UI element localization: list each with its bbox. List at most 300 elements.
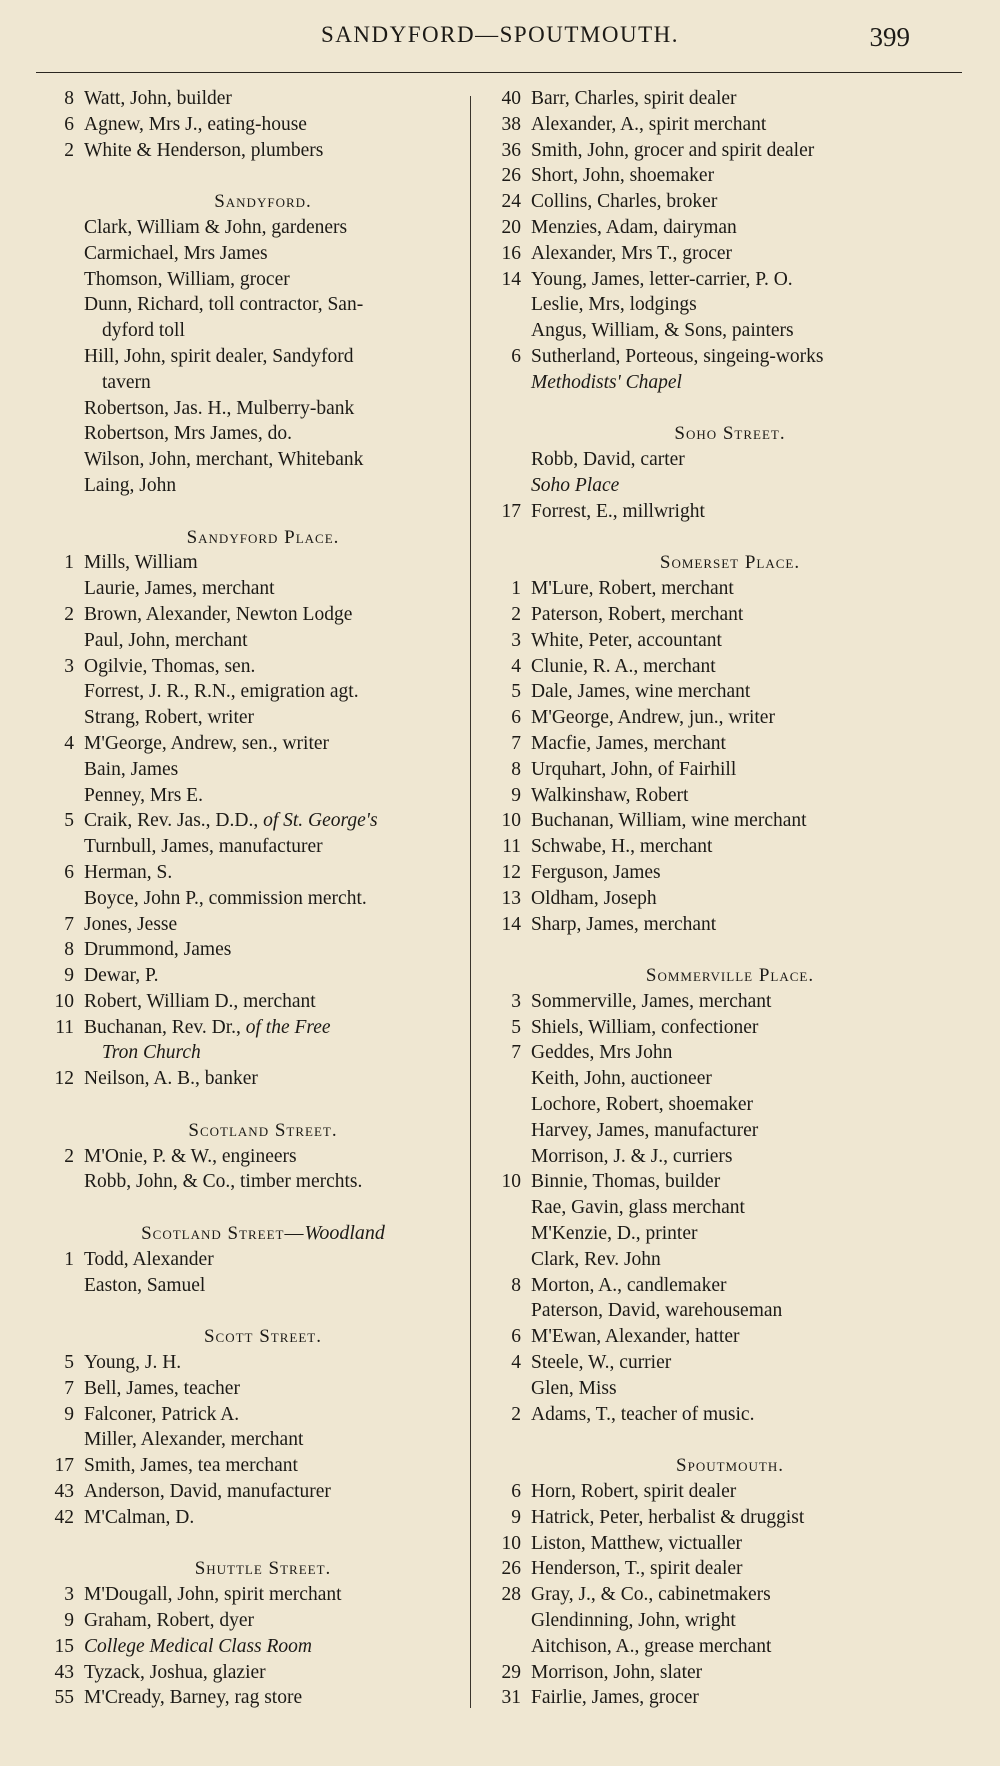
house-number: 1 (64, 1248, 74, 1270)
entry-text (84, 447, 363, 473)
entry-plain-text: Liston, Matthew, victualler (531, 1532, 743, 1554)
entry-text (84, 1273, 205, 1299)
directory-entry (36, 1660, 466, 1686)
house-number: 17 (501, 500, 521, 522)
entry-italic-text: Methodists' Chapel (531, 371, 682, 393)
entry-plain-text: Young, James, letter-carrier, P. O. (531, 268, 793, 290)
house-number: 8 (511, 1274, 521, 1296)
entry-text (84, 138, 323, 164)
entry-plain-text: Turnbull, James, manufacturer (84, 836, 323, 858)
entry-plain-text: Buchanan, William, wine merchant (531, 810, 807, 832)
directory-entry (483, 1376, 953, 1402)
house-number: 42 (54, 1506, 74, 1528)
directory-entry (36, 1273, 466, 1299)
entry-plain-text: Fairlie, James, grocer (531, 1687, 699, 1709)
house-number: 3 (511, 629, 521, 651)
directory-entry (483, 215, 953, 241)
entry-text (531, 1247, 661, 1273)
directory-entry (483, 808, 953, 834)
directory-entry (36, 138, 466, 164)
entry-plain-text: Robert, William D., merchant (84, 990, 316, 1012)
house-number: 20 (501, 216, 521, 238)
entry-text (531, 808, 807, 834)
house-number: 1 (511, 578, 521, 600)
entry-plain-text: Urquhart, John, of Fairhill (531, 758, 737, 780)
directory-entry (36, 628, 466, 654)
directory-entry (36, 1350, 466, 1376)
street-heading-text: Shuttle Street. (194, 1558, 332, 1580)
entry-text (84, 1066, 258, 1092)
directory-entry (483, 1040, 953, 1066)
entry-text (531, 1582, 771, 1608)
street-heading (483, 1453, 953, 1479)
house-number: 5 (511, 1016, 521, 1038)
directory-entry (483, 1221, 953, 1247)
house-number: 2 (511, 603, 521, 625)
directory-entry (483, 318, 953, 344)
house-number: 2 (64, 603, 74, 625)
entry-text (84, 808, 378, 834)
section-spacer (36, 163, 466, 189)
house-number: 43 (54, 1481, 74, 1503)
entry-text (531, 1376, 617, 1402)
entry-plain-text: Todd, Alexander (84, 1248, 214, 1270)
directory-entry (36, 1144, 466, 1170)
column-divider (470, 96, 471, 1708)
entry-plain-text: Hill, John, spirit dealer, Sandyford (84, 345, 354, 367)
entry-text (531, 1531, 742, 1557)
house-number: 10 (501, 1171, 521, 1193)
directory-entry (36, 447, 466, 473)
entry-text (531, 757, 736, 783)
entry-plain-text: Thomson, William, grocer (84, 268, 290, 290)
entry-text (531, 112, 766, 138)
house-number: 6 (64, 113, 74, 135)
directory-entry (483, 499, 953, 525)
entry-text (531, 602, 743, 628)
entry-text (84, 654, 255, 680)
section-spacer (36, 1195, 466, 1221)
house-number: 9 (64, 1610, 74, 1632)
entry-plain-text: Harvey, James, manufacturer (531, 1119, 759, 1141)
entry-text (531, 783, 688, 809)
entry-plain-text: Paterson, Robert, merchant (531, 603, 744, 625)
entry-plain-text: Schwabe, H., merchant (531, 836, 713, 858)
house-number: 8 (64, 88, 74, 109)
house-number: 12 (501, 861, 521, 883)
section-spacer (483, 1427, 953, 1453)
entry-plain-text: Robertson, Jas. H., Mulberry-bank (84, 397, 355, 419)
directory-entry (36, 860, 466, 886)
directory-entry (36, 757, 466, 783)
directory-entry (483, 1402, 953, 1428)
house-number: 10 (501, 1532, 521, 1554)
directory-entry (36, 679, 466, 705)
house-number: 26 (501, 165, 521, 187)
house-number: 12 (54, 1068, 74, 1090)
entry-plain-text: Menzies, Adam, dairyman (531, 216, 737, 238)
entry-text (102, 318, 185, 344)
street-heading-text: Scotland Street— (141, 1223, 305, 1245)
directory-entry (483, 1324, 953, 1350)
entry-plain-text: dyford toll (102, 320, 185, 342)
entry-plain-text: Sharp, James, merchant (531, 913, 717, 935)
entry-text (531, 654, 716, 680)
street-heading (36, 1118, 466, 1144)
house-number: 4 (511, 1352, 521, 1374)
directory-entry (483, 860, 953, 886)
street-heading-text: Somerset Place. (659, 552, 801, 574)
entry-text (84, 473, 176, 499)
entry-text (531, 1118, 758, 1144)
directory-entry (36, 421, 466, 447)
entry-text (531, 1402, 754, 1428)
entry-text (84, 550, 198, 576)
entry-text (84, 215, 347, 241)
directory-entry (36, 1505, 466, 1531)
directory-entry (36, 912, 466, 938)
entry-italic-text: College Medical Class Room (84, 1635, 313, 1657)
directory-entry (483, 1015, 953, 1041)
house-number: 31 (501, 1687, 521, 1709)
entry-plain-text: Sutherland, Porteous, singeing-works (531, 345, 824, 367)
street-heading (483, 550, 953, 576)
page-header (0, 18, 1000, 58)
entry-text (84, 1015, 331, 1041)
entry-plain-text: Graham, Robert, dyer (84, 1610, 255, 1632)
street-heading-text: Scotland Street. (188, 1119, 338, 1141)
entry-text (84, 1660, 266, 1686)
entry-text (84, 1402, 239, 1428)
entry-text (531, 679, 750, 705)
entry-plain-text: Dale, James, wine merchant (531, 681, 751, 703)
directory-entry (483, 654, 953, 680)
entry-plain-text: Tyzack, Joshua, glazier (84, 1661, 266, 1683)
house-number: 11 (55, 1016, 74, 1038)
entry-plain-text: Lochore, Robert, shoemaker (531, 1094, 754, 1116)
entry-plain-text: Morrison, John, slater (531, 1661, 703, 1683)
directory-entry (36, 654, 466, 680)
house-number: 36 (501, 139, 521, 161)
entry-text (531, 215, 737, 241)
entry-plain-text: Hatrick, Peter, herbalist & druggist (531, 1506, 805, 1528)
directory-entry (36, 1247, 466, 1273)
directory-entry (36, 576, 466, 602)
entry-plain-text: M'Lure, Robert, merchant (531, 578, 734, 600)
entry-italic-text: of St. George's (263, 810, 378, 832)
house-number: 29 (501, 1661, 521, 1683)
entry-plain-text: Penney, Mrs E. (84, 784, 203, 806)
house-number: 40 (501, 88, 521, 109)
directory-entry (36, 318, 466, 344)
directory-entry (36, 1453, 466, 1479)
entry-plain-text: Forrest, E., millwright (531, 500, 705, 522)
directory-entry (36, 705, 466, 731)
entry-plain-text: Boyce, John P., commission mercht. (84, 887, 367, 909)
section-spacer (36, 1298, 466, 1324)
house-number: 6 (64, 861, 74, 883)
entry-text (84, 834, 323, 860)
entry-text (531, 1505, 804, 1531)
house-number: 3 (511, 990, 521, 1012)
entry-plain-text: Henderson, T., spirit dealer (531, 1558, 743, 1580)
entry-text (84, 267, 290, 293)
entry-plain-text: M'Calman, D. (84, 1506, 195, 1528)
directory-entry (483, 1350, 953, 1376)
directory-entry (36, 86, 466, 112)
entry-text (531, 189, 717, 215)
directory-entry (483, 679, 953, 705)
entry-text (84, 1427, 303, 1453)
entry-text (531, 370, 682, 396)
entry-text (531, 1015, 758, 1041)
house-number: 11 (502, 836, 521, 858)
street-heading-text: Scott Street. (203, 1326, 322, 1348)
directory-entry (36, 550, 466, 576)
entry-plain-text: M'George, Andrew, jun., writer (531, 707, 775, 729)
section-spacer (483, 525, 953, 551)
entry-text (531, 1040, 672, 1066)
entry-text (531, 292, 697, 318)
house-number: 6 (511, 707, 521, 729)
house-number: 38 (501, 113, 521, 135)
directory-entry (36, 886, 466, 912)
entry-plain-text: Geddes, Mrs John (531, 1042, 673, 1064)
entry-text (531, 1298, 782, 1324)
entry-text (531, 1556, 743, 1582)
entry-plain-text: Laing, John (84, 474, 177, 496)
directory-entry (483, 705, 953, 731)
house-number: 7 (511, 732, 521, 754)
directory-entry (483, 1247, 953, 1273)
directory-entry (483, 1582, 953, 1608)
directory-entry (36, 1066, 466, 1092)
directory-entry (36, 1040, 466, 1066)
directory-entry (483, 1531, 953, 1557)
house-number: 15 (54, 1635, 74, 1657)
house-number: 1 (64, 552, 74, 574)
street-heading (36, 1221, 466, 1247)
house-number: 4 (511, 655, 521, 677)
entry-plain-text: Robb, John, & Co., timber merchts. (84, 1171, 363, 1193)
entry-plain-text: Forrest, J. R., R.N., emigration agt. (84, 681, 359, 703)
entry-text (531, 886, 657, 912)
entry-plain-text: M'George, Andrew, sen., writer (84, 732, 330, 754)
directory-entry (36, 808, 466, 834)
entry-text (84, 1582, 342, 1608)
entry-plain-text: Shiels, William, confectioner (531, 1016, 759, 1038)
entry-text (531, 1634, 771, 1660)
house-number: 5 (64, 1352, 74, 1374)
directory-entry (483, 1634, 953, 1660)
street-heading (483, 421, 953, 447)
entry-text (84, 1247, 214, 1273)
entry-text (84, 1453, 298, 1479)
directory-entry (36, 602, 466, 628)
directory-entry (36, 963, 466, 989)
entry-plain-text: Neilson, A. B., banker (84, 1068, 258, 1090)
house-number: 9 (511, 784, 521, 806)
directory-entry (483, 447, 953, 473)
left-column (36, 86, 466, 1711)
entry-text (84, 860, 172, 886)
entry-text (102, 370, 151, 396)
house-number: 4 (64, 732, 74, 754)
entry-text (531, 318, 794, 344)
directory-entry (36, 1427, 466, 1453)
house-number: 6 (511, 345, 521, 367)
directory-entry (36, 241, 466, 267)
directory-entry (36, 1402, 466, 1428)
directory-entry (483, 370, 953, 396)
entry-text (531, 473, 619, 499)
entry-plain-text: M'Ewan, Alexander, hatter (531, 1326, 740, 1348)
entry-text (102, 1040, 201, 1066)
entry-text (84, 705, 254, 731)
entry-text (531, 1092, 753, 1118)
entry-text (84, 1505, 194, 1531)
entry-text (531, 1273, 727, 1299)
entry-plain-text: Anderson, David, manufacturer (84, 1481, 331, 1503)
directory-entry (483, 1169, 953, 1195)
entry-text (531, 834, 712, 860)
running-title: SANDYFORD—SPOUTMOUTH. (320, 22, 679, 47)
street-heading-text: Soho Street. (674, 423, 786, 445)
directory-entry (36, 989, 466, 1015)
directory-entry (483, 783, 953, 809)
entry-italic-text: Soho Place (531, 474, 620, 496)
directory-entry (483, 1298, 953, 1324)
directory-entry (483, 344, 953, 370)
entry-plain-text: Young, J. H. (84, 1352, 182, 1374)
entry-text (84, 937, 231, 963)
directory-entry (483, 757, 953, 783)
entry-text (531, 163, 714, 189)
house-number: 14 (501, 268, 521, 290)
entry-text (84, 679, 359, 705)
entry-plain-text: Herman, S. (84, 861, 173, 883)
directory-entry (483, 1505, 953, 1531)
entry-text (84, 731, 329, 757)
street-heading (36, 189, 466, 215)
directory-entry (483, 1273, 953, 1299)
section-spacer (36, 1092, 466, 1118)
section-spacer (483, 396, 953, 422)
entry-plain-text: Falconer, Patrick A. (84, 1403, 240, 1425)
directory-entry (36, 344, 466, 370)
house-number: 5 (511, 681, 521, 703)
section-spacer (36, 499, 466, 525)
directory-entry (36, 112, 466, 138)
house-number: 6 (511, 1326, 521, 1348)
directory-entry (483, 628, 953, 654)
entry-plain-text: Morrison, J. & J., curriers (531, 1145, 733, 1167)
entry-text (84, 886, 367, 912)
directory-entry (483, 112, 953, 138)
directory-entry (483, 241, 953, 267)
directory-entry (36, 267, 466, 293)
entry-text (531, 1350, 671, 1376)
entry-plain-text: Mills, William (84, 552, 198, 574)
entry-text (84, 628, 248, 654)
directory-entry (483, 834, 953, 860)
section-spacer (36, 1531, 466, 1557)
entry-text (531, 1660, 702, 1686)
entry-plain-text: tavern (102, 371, 151, 393)
entry-text (84, 576, 275, 602)
house-number: 16 (501, 242, 521, 264)
directory-entry (483, 86, 953, 112)
entry-text (84, 1608, 254, 1634)
directory-entry (36, 1015, 466, 1041)
house-number: 10 (54, 990, 74, 1012)
entry-plain-text: White, Peter, accountant (531, 629, 722, 651)
directory-entry (483, 1660, 953, 1686)
entry-plain-text: Walkinshaw, Robert (531, 784, 689, 806)
street-heading (36, 1324, 466, 1350)
entry-text (84, 602, 352, 628)
street-heading (36, 525, 466, 551)
entry-plain-text: Collins, Charles, broker (531, 191, 718, 213)
entry-plain-text: M'Cready, Barney, rag store (84, 1687, 303, 1709)
entry-italic-text: of the Free (245, 1016, 331, 1038)
entry-plain-text: Alexander, A., spirit merchant (531, 113, 767, 135)
entry-plain-text: Clark, William & John, gardeners (84, 216, 348, 238)
entry-text (531, 267, 793, 293)
entry-plain-text: Aitchison, A., grease merchant (531, 1635, 772, 1657)
entry-plain-text: Adams, T., teacher of music. (531, 1403, 755, 1425)
entry-plain-text: Morton, A., candlemaker (531, 1274, 727, 1296)
house-number: 7 (511, 1042, 521, 1064)
entry-plain-text: Agnew, Mrs J., eating-house (84, 113, 307, 135)
entry-text (84, 112, 307, 138)
entry-plain-text: Clark, Rev. John (531, 1248, 661, 1270)
entry-text (531, 447, 685, 473)
directory-entry (483, 886, 953, 912)
entry-text (84, 989, 316, 1015)
entry-plain-text: Horn, Robert, spirit dealer (531, 1481, 737, 1503)
house-number: 3 (64, 655, 74, 677)
directory-entry (483, 1092, 953, 1118)
directory-entry (483, 1685, 953, 1711)
entry-plain-text: Strang, Robert, writer (84, 707, 255, 729)
directory-entry (36, 1376, 466, 1402)
directory-entry (36, 215, 466, 241)
entry-text (84, 1169, 362, 1195)
entry-plain-text: Paterson, David, warehouseman (531, 1300, 783, 1322)
directory-entry (36, 396, 466, 422)
entry-text (531, 628, 722, 654)
entry-text (84, 1350, 181, 1376)
house-number: 13 (501, 887, 521, 909)
entry-plain-text: Smith, John, grocer and spirit dealer (531, 139, 815, 161)
entry-text (84, 1634, 312, 1660)
entry-plain-text: Jones, Jesse (84, 913, 178, 935)
directory-entry (483, 912, 953, 938)
entry-text (84, 912, 177, 938)
entry-plain-text: Short, John, shoemaker (531, 165, 715, 187)
entry-plain-text: Sommerville, James, merchant (531, 990, 772, 1012)
street-heading (36, 1556, 466, 1582)
directory-entry (36, 370, 466, 396)
entry-plain-text: Robertson, Mrs James, do. (84, 423, 292, 445)
entry-plain-text: Angus, William, & Sons, painters (531, 320, 794, 342)
entry-text (531, 1479, 736, 1505)
entry-text (84, 1479, 331, 1505)
directory-entry (483, 576, 953, 602)
entry-plain-text: Leslie, Mrs, lodgings (531, 294, 697, 316)
directory-entry (36, 1169, 466, 1195)
